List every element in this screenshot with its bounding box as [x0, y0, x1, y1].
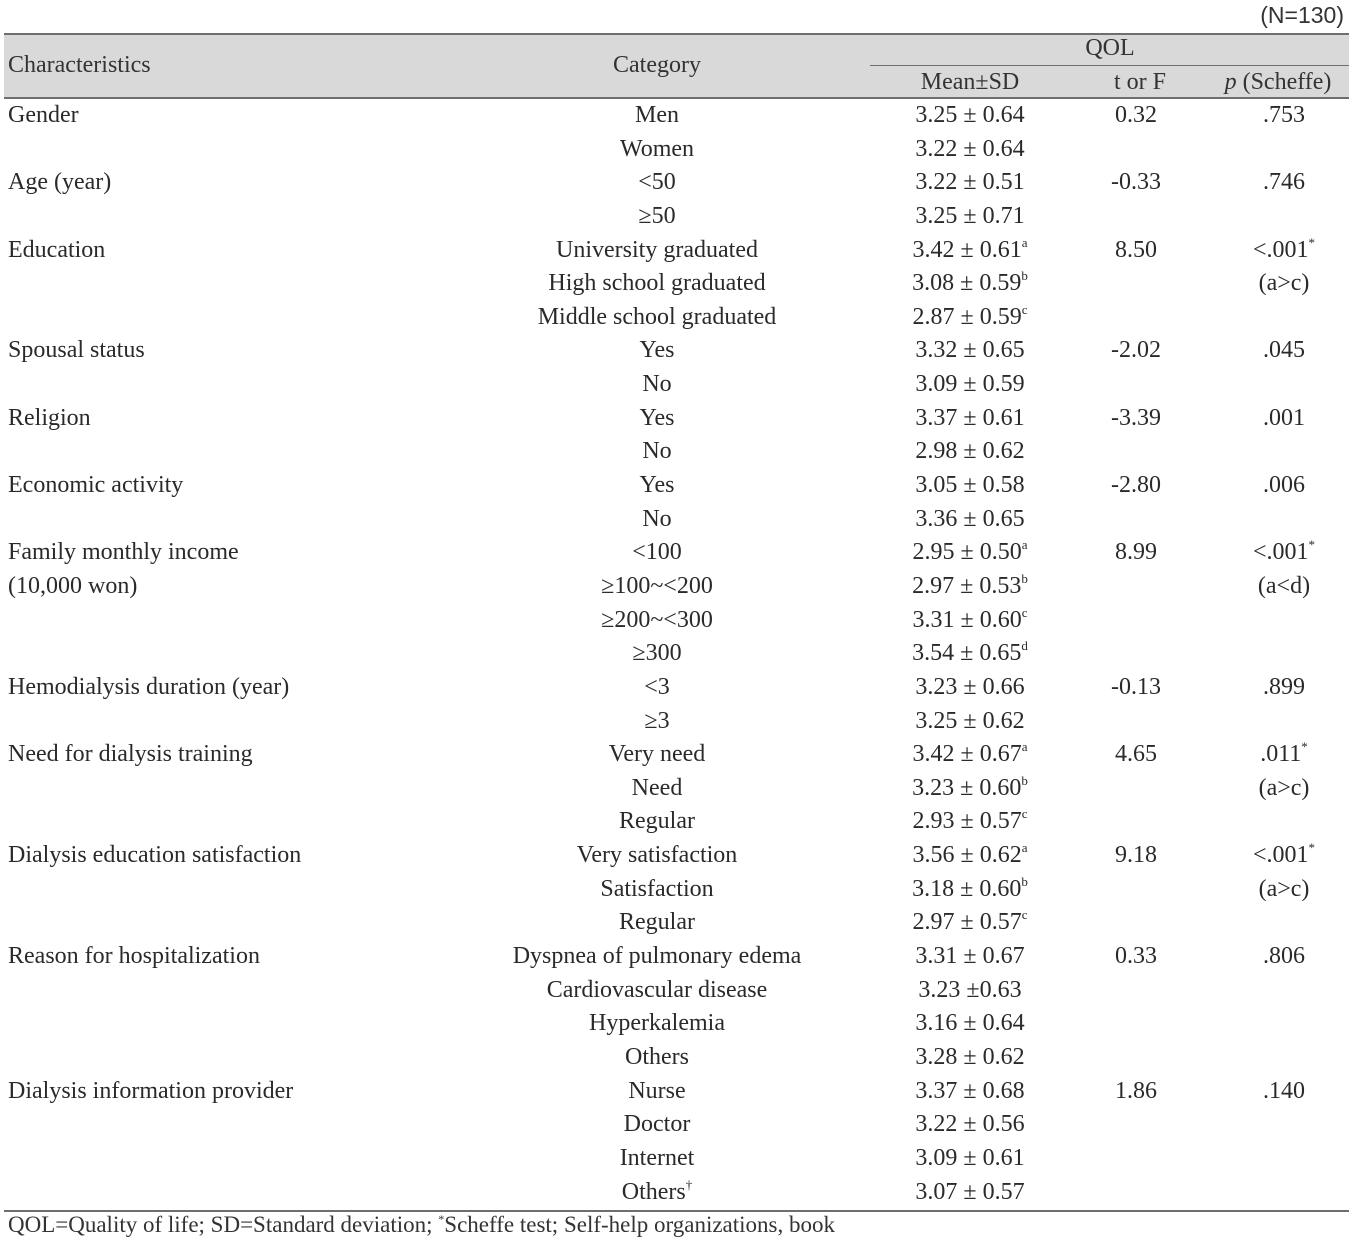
cell-p-value-text: <.001: [1252, 236, 1309, 263]
cell-category: [577, 839, 738, 873]
cell-characteristic-text: Dialysis information provider: [8, 1077, 294, 1104]
cell-characteristic: [8, 940, 260, 974]
table-row: [0, 334, 1356, 368]
cell-mean-sd: [913, 604, 1028, 638]
table-row: [0, 503, 1356, 537]
cell-p-value-text: .806: [1263, 943, 1305, 970]
cell-p-value: [1263, 671, 1305, 705]
cropped-title-strip: [0, 0, 1356, 10]
cell-category-text: Very satisfaction: [576, 842, 738, 869]
cell-category-text: Satisfaction: [600, 875, 714, 902]
table-row: [0, 738, 1356, 772]
cell-category-text: Yes: [639, 337, 675, 364]
cell-mean-sd-superscript: b: [1021, 570, 1028, 586]
cell-p-value-text: .045: [1263, 337, 1305, 364]
cell-t-or-f: [1111, 469, 1161, 503]
footnote-abbreviations: QOL=Quality of life; SD=Standard deviation;: [8, 1212, 439, 1237]
cell-category: [642, 435, 671, 469]
table-row: [0, 873, 1356, 907]
cell-category-text: No: [642, 438, 672, 465]
cell-mean-sd-superscript: b: [1021, 772, 1028, 788]
header-category: Category: [613, 52, 701, 78]
cell-category-text: High school graduated: [548, 270, 766, 297]
cell-p-value: [1263, 469, 1305, 503]
cell-p-value-text: .001: [1263, 404, 1305, 431]
cell-p-value: [1263, 402, 1305, 436]
table-row: [0, 536, 1356, 570]
cell-category: [640, 469, 675, 503]
cell-mean-sd-text: 3.37 ± 0.68: [915, 1077, 1025, 1104]
cell-category: [513, 940, 802, 974]
cell-category-text: Internet: [619, 1144, 695, 1171]
cell-mean-sd-text: 3.25 ± 0.71: [915, 202, 1025, 229]
cell-p-value-text: .753: [1263, 102, 1305, 128]
cell-category: [638, 166, 676, 200]
cell-t-or-f: [1115, 99, 1157, 133]
cell-p-value: [1253, 234, 1315, 268]
cell-characteristic-text: Economic activity: [8, 472, 184, 499]
cell-mean-sd: [912, 570, 1028, 604]
cell-mean-sd-text: 3.42 ± 0.61: [912, 236, 1022, 263]
cell-mean-sd-superscript: d: [1021, 638, 1028, 654]
cell-t-or-f: [1111, 402, 1161, 436]
cell-characteristic: [8, 334, 145, 368]
cell-category: [642, 368, 671, 402]
cell-category-text: Need: [631, 774, 683, 801]
cell-mean-sd-superscript: a: [1021, 739, 1028, 755]
cell-mean-sd-text: 3.31 ± 0.67: [915, 943, 1025, 970]
cell-characteristic: [8, 1075, 293, 1109]
cell-t-or-f-text: 4.65: [1115, 741, 1157, 768]
table-row: [0, 1176, 1356, 1210]
cell-mean-sd-superscript: a: [1021, 537, 1028, 553]
header-p-italic: p: [1224, 69, 1237, 95]
table-row: [0, 974, 1356, 1008]
cell-mean-sd-text: 3.54 ± 0.65: [912, 640, 1022, 667]
cell-mean-sd: [913, 839, 1028, 873]
cell-category-text: Regular: [619, 909, 695, 936]
table-row: [0, 99, 1356, 133]
cell-characteristic-text: Spousal status: [8, 337, 145, 364]
cell-category-text: Nurse: [628, 1077, 686, 1104]
cell-category: [619, 906, 695, 940]
table-row: [0, 570, 1356, 604]
cell-t-or-f-text: -0.33: [1111, 169, 1161, 196]
cell-category: [624, 1108, 691, 1142]
cell-category: [619, 805, 695, 839]
table-row: [0, 839, 1356, 873]
cell-category-text: University graduated: [556, 236, 758, 263]
cell-mean-sd-text: 3.23 ± 0.66: [915, 673, 1025, 700]
cell-mean-sd-text: 3.42 ± 0.67: [912, 741, 1022, 768]
cell-mean-sd-text: 3.56 ± 0.62: [912, 842, 1022, 869]
header-t-or-f: t or F: [1113, 69, 1167, 95]
cell-mean-sd: [915, 368, 1024, 402]
cell-category-text: Men: [635, 102, 679, 128]
cell-mean-sd-text: 3.23 ±0.63: [918, 976, 1022, 1003]
cell-characteristic: [8, 570, 137, 604]
cell-category: [556, 234, 758, 268]
cell-category: [635, 99, 679, 133]
cell-category-text: Women: [619, 135, 695, 162]
cell-mean-sd-text: 3.05 ± 0.58: [915, 472, 1025, 499]
cell-characteristic: [8, 839, 301, 873]
cell-mean-sd-text: 3.32 ± 0.65: [915, 337, 1025, 364]
cell-mean-sd-text: 3.08 ± 0.59: [912, 270, 1022, 297]
cell-category: [628, 1075, 685, 1109]
header-mean-sd: Mean±SD: [920, 69, 1020, 95]
table-row: [0, 604, 1356, 638]
cell-category-text: Cardiovascular disease: [546, 976, 768, 1003]
cell-p-value-text: (a>c): [1258, 774, 1310, 801]
cell-mean-sd: [915, 503, 1024, 537]
cell-mean-sd-text: 3.23 ± 0.60: [912, 774, 1022, 801]
cell-category-text: ≥50: [638, 202, 676, 229]
cell-t-or-f-text: 8.99: [1115, 539, 1157, 566]
cell-p-value-superscript: *: [1308, 234, 1316, 250]
cell-characteristic-text: Need for dialysis training: [8, 741, 253, 768]
cell-p-value-text: (a<d): [1257, 572, 1311, 599]
qol-header-divider: [870, 65, 1349, 66]
cell-t-or-f-text: 9.18: [1115, 842, 1157, 869]
cell-category: [632, 637, 681, 671]
cell-mean-sd-text: 3.16 ± 0.64: [915, 1010, 1025, 1037]
cell-characteristic: [8, 469, 183, 503]
cell-mean-sd: [915, 1108, 1024, 1142]
cell-p-value: [1263, 1075, 1305, 1109]
cell-t-or-f-text: 0.33: [1115, 943, 1157, 970]
cell-p-value: [1253, 536, 1315, 570]
cell-mean-sd-superscript: a: [1021, 840, 1028, 856]
cell-category-text: Middle school graduated: [537, 303, 777, 330]
table-row: [0, 1108, 1356, 1142]
cell-mean-sd-superscript: a: [1021, 234, 1028, 250]
cell-category: [620, 1142, 695, 1176]
cell-characteristic-text: Reason for hospitalization: [8, 943, 260, 970]
cell-category: [625, 1041, 689, 1075]
cell-mean-sd: [915, 705, 1024, 739]
cell-mean-sd-text: 3.36 ± 0.65: [915, 505, 1025, 532]
cell-p-value: [1253, 839, 1315, 873]
cell-mean-sd-superscript: c: [1021, 907, 1028, 923]
cell-characteristic-text: (10,000 won): [8, 572, 138, 599]
cell-characteristic: [8, 166, 111, 200]
table-row: [0, 166, 1356, 200]
cell-category: [601, 570, 713, 604]
cell-mean-sd-text: 3.25 ± 0.64: [915, 102, 1025, 128]
cell-category-text: ≥100~<200: [601, 572, 713, 599]
cell-mean-sd-text: 3.22 ± 0.64: [915, 135, 1025, 162]
table-row: [0, 301, 1356, 335]
cell-mean-sd: [915, 435, 1024, 469]
cell-characteristic-text: Religion: [8, 404, 91, 431]
cell-t-or-f-text: 8.50: [1115, 236, 1157, 263]
table-row: [0, 772, 1356, 806]
cell-p-value-text: .746: [1263, 169, 1305, 196]
cell-category: [640, 334, 675, 368]
cell-p-value: [1263, 334, 1305, 368]
cell-p-value: [1259, 267, 1310, 301]
cell-category: [632, 536, 682, 570]
header-characteristics: Characteristics: [8, 52, 151, 78]
cell-p-value: [1260, 738, 1308, 772]
cell-category-text: Doctor: [623, 1111, 691, 1138]
table-row: [0, 469, 1356, 503]
cell-characteristic-text: Dialysis education satisfaction: [8, 842, 302, 869]
cell-characteristic: [8, 671, 289, 705]
table-row: [0, 1142, 1356, 1176]
table-row: [0, 234, 1356, 268]
sample-size-label: (N=130): [1260, 2, 1344, 28]
table-row: [0, 705, 1356, 739]
cell-mean-sd-superscript: b: [1021, 873, 1028, 889]
cell-category: [632, 772, 683, 806]
cell-category: [547, 974, 768, 1008]
cell-mean-sd: [918, 974, 1021, 1008]
cell-characteristic-text: Hemodialysis duration (year): [8, 673, 290, 700]
cell-mean-sd: [915, 334, 1024, 368]
cell-category-text: <50: [638, 169, 676, 196]
cell-mean-sd: [915, 402, 1024, 436]
cell-category: [638, 200, 675, 234]
cell-category-text: <100: [632, 539, 682, 566]
cell-category: [642, 503, 671, 537]
cell-category: [622, 1176, 692, 1210]
cell-mean-sd: [912, 267, 1028, 301]
cell-category: [601, 604, 713, 638]
header-p-rest: (Scheffe): [1236, 69, 1332, 95]
footnote-star: *: [438, 1212, 445, 1226]
cell-t-or-f-text: 0.32: [1115, 102, 1157, 128]
table-row: [0, 200, 1356, 234]
cell-mean-sd-text: 2.98 ± 0.62: [915, 438, 1025, 465]
table-row: [0, 940, 1356, 974]
cell-category: [640, 402, 675, 436]
cell-mean-sd: [913, 234, 1028, 268]
cell-mean-sd: [913, 906, 1028, 940]
cell-mean-sd-text: 2.97 ± 0.53: [912, 572, 1022, 599]
cell-mean-sd-text: 2.95 ± 0.50: [912, 539, 1022, 566]
cell-category-text: No: [642, 371, 672, 398]
cell-category: [538, 301, 777, 335]
table-row: [0, 671, 1356, 705]
cell-mean-sd: [915, 469, 1024, 503]
cell-characteristic: [8, 738, 253, 772]
cell-mean-sd: [913, 536, 1028, 570]
cell-t-or-f: [1115, 839, 1157, 873]
table-row: [0, 267, 1356, 301]
cell-p-value-superscript: *: [1308, 840, 1316, 856]
table-row: [0, 368, 1356, 402]
cell-mean-sd-superscript: c: [1021, 806, 1028, 822]
cell-mean-sd-text: 3.07 ± 0.57: [915, 1178, 1025, 1205]
cell-p-value-superscript: *: [1301, 739, 1308, 755]
cell-mean-sd-text: 3.09 ± 0.61: [915, 1144, 1025, 1171]
cell-category-text: Dyspnea of pulmonary edema: [512, 943, 802, 970]
cell-mean-sd: [912, 772, 1028, 806]
cell-t-or-f: [1115, 1075, 1157, 1109]
table-footnote: [8, 1212, 835, 1238]
footnote-tests: Scheffe test; Self-help organizations, book: [444, 1212, 835, 1237]
cell-mean-sd: [915, 133, 1024, 167]
table-row: [0, 637, 1356, 671]
cell-mean-sd-text: 3.25 ± 0.62: [915, 707, 1025, 734]
cell-t-or-f: [1115, 940, 1157, 974]
cell-category: [620, 133, 694, 167]
cell-p-value-text: <.001: [1252, 539, 1309, 566]
cell-category: [644, 671, 670, 705]
cell-category-text: ≥200~<300: [601, 606, 713, 633]
cell-mean-sd: [913, 805, 1028, 839]
cell-t-or-f: [1111, 166, 1161, 200]
cell-t-or-f-text: -3.39: [1111, 404, 1161, 431]
cell-category: [548, 267, 765, 301]
cell-p-value-text: .899: [1263, 673, 1305, 700]
cell-characteristic: [8, 99, 79, 133]
cell-p-value: [1259, 873, 1310, 907]
cell-p-value: [1263, 940, 1305, 974]
cell-category-text: No: [642, 505, 672, 532]
cell-characteristic-text: Age (year): [8, 169, 112, 196]
cell-mean-sd: [912, 637, 1028, 671]
cell-p-value-text: (a>c): [1258, 270, 1310, 297]
cell-category-text: Yes: [639, 404, 675, 431]
cell-characteristic: [8, 536, 239, 570]
cell-category-text: Regular: [619, 808, 695, 835]
cell-mean-sd: [912, 873, 1028, 907]
cell-category-superscript: †: [685, 1176, 693, 1192]
cell-mean-sd: [915, 1176, 1024, 1210]
cell-p-value-text: .006: [1263, 472, 1305, 499]
cell-mean-sd-text: 3.28 ± 0.62: [915, 1043, 1025, 1070]
cell-mean-sd: [915, 1041, 1024, 1075]
cell-t-or-f: [1115, 738, 1157, 772]
cell-mean-sd-text: 2.87 ± 0.59: [912, 303, 1022, 330]
cell-mean-sd-text: 3.22 ± 0.56: [915, 1111, 1025, 1138]
cell-mean-sd: [915, 99, 1024, 133]
cell-category-text: Others: [621, 1178, 686, 1205]
table-row: [0, 805, 1356, 839]
table-row: [0, 1075, 1356, 1109]
cell-t-or-f: [1115, 234, 1157, 268]
cell-characteristic: [8, 402, 91, 436]
cell-category: [644, 705, 669, 739]
cell-t-or-f-text: -2.02: [1111, 337, 1161, 364]
cell-characteristic-text: Education: [8, 236, 106, 263]
table-row: [0, 435, 1356, 469]
cell-p-value-text: (a>c): [1258, 875, 1310, 902]
header-p-scheffe: [1225, 69, 1332, 96]
cell-t-or-f-text: 1.86: [1115, 1077, 1157, 1104]
table-row: [0, 133, 1356, 167]
cell-category-text: ≥300: [632, 640, 682, 667]
cell-mean-sd: [915, 1007, 1024, 1041]
cell-p-value: [1258, 570, 1310, 604]
cell-characteristic: [8, 234, 105, 268]
cell-p-value-text: .011: [1260, 741, 1302, 768]
table-row: [0, 1041, 1356, 1075]
cell-p-value: [1259, 772, 1310, 806]
cell-mean-sd-text: 3.37 ± 0.61: [915, 404, 1025, 431]
table-row: [0, 1007, 1356, 1041]
cell-mean-sd-superscript: c: [1021, 604, 1028, 620]
cell-mean-sd: [915, 200, 1024, 234]
cell-category-text: Hyperkalemia: [589, 1010, 725, 1037]
cell-mean-sd-text: 3.22 ± 0.51: [915, 169, 1025, 196]
cell-category-text: Yes: [639, 472, 675, 499]
cell-category-text: ≥3: [644, 707, 670, 734]
table-row: [0, 402, 1356, 436]
cell-category-text: <3: [644, 673, 670, 700]
cell-mean-sd: [913, 301, 1028, 335]
cell-mean-sd: [913, 738, 1028, 772]
cell-t-or-f-text: -0.13: [1111, 673, 1161, 700]
cell-t-or-f: [1111, 671, 1161, 705]
cell-mean-sd: [915, 1142, 1024, 1176]
cell-mean-sd-text: 3.31 ± 0.60: [912, 606, 1022, 633]
cell-category-text: Very need: [608, 741, 706, 768]
cell-t-or-f: [1111, 334, 1161, 368]
table-row: [0, 906, 1356, 940]
cell-mean-sd: [915, 671, 1024, 705]
cell-mean-sd-superscript: b: [1021, 268, 1028, 284]
cell-characteristic-text: Gender: [8, 102, 79, 128]
cell-mean-sd-text: 3.09 ± 0.59: [915, 371, 1025, 398]
cell-mean-sd: [915, 940, 1024, 974]
cell-mean-sd-text: 2.93 ± 0.57: [912, 808, 1022, 835]
cell-p-value-superscript: *: [1308, 537, 1316, 553]
table-body: [0, 99, 1356, 1209]
cell-mean-sd-text: 3.18 ± 0.60: [912, 875, 1022, 902]
cell-mean-sd: [915, 1075, 1024, 1109]
cell-mean-sd: [915, 166, 1024, 200]
cell-p-value: [1263, 99, 1305, 133]
cell-t-or-f-text: -2.80: [1111, 472, 1161, 499]
header-qol: QOL: [1085, 35, 1135, 61]
cell-p-value-text: .140: [1263, 1077, 1305, 1104]
cell-p-value-text: <.001: [1252, 842, 1309, 869]
cell-category: [609, 738, 706, 772]
cell-mean-sd-text: 2.97 ± 0.57: [912, 909, 1022, 936]
cell-t-or-f: [1115, 536, 1157, 570]
cell-characteristic-text: Family monthly income: [8, 539, 239, 566]
cell-category: [600, 873, 713, 907]
cell-category-text: Others: [625, 1043, 689, 1070]
cell-mean-sd-superscript: c: [1021, 301, 1028, 317]
cell-p-value: [1263, 166, 1305, 200]
cell-category: [589, 1007, 725, 1041]
